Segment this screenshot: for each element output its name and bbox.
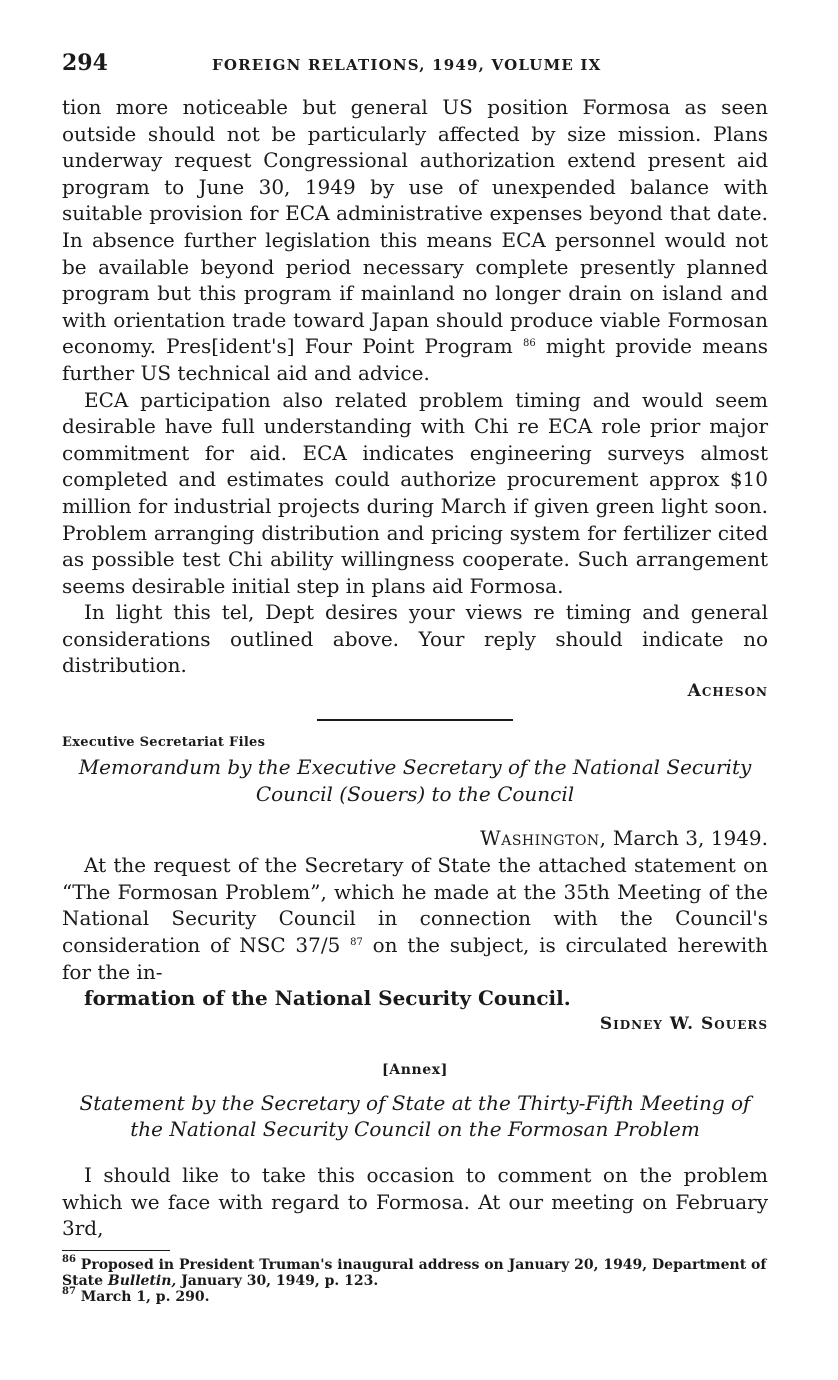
dateline-date: March 3, 1949.	[612, 826, 768, 851]
page-number: 294	[62, 50, 108, 76]
footnote-86-citation: January 30, 1949, p. 123.	[181, 1272, 379, 1289]
footnote-87-marker: 87	[62, 1285, 76, 1297]
telegram-paragraph-1-text: tion more noticeable but general US position Formosa as seen outside should not be particularly affected by size mission. Plans underway request Congressional authorization extend present aid program to June 30, 1949 by use of unexpended balance with suitable provision for ECA administrative expenses beyond that date. In absence further legislation this means ECA personnel would not be available beyond period necessary complete presently planned program but this program if mainland no longer drain on island and with orientation trade toward Japan should produce viable Formosan economy. Pres[ident's] Four Point Program	[62, 95, 768, 359]
memo-title	[62, 754, 768, 807]
telegram-paragraph-1-continuation: might provide means further US technical aid and advice.	[62, 334, 769, 385]
memo-title-line-2: Council (Souers) to the Council	[255, 781, 575, 806]
annex-title	[62, 1090, 768, 1143]
signature-acheson: Acheson	[687, 681, 768, 702]
footnote-86-bulletin: Bulletin,	[107, 1272, 177, 1289]
memo-paragraph-continuation: on the subject, is circulated herewith for the in-	[62, 933, 769, 984]
memo-paragraph-end: formation of the National Security Council.	[84, 986, 571, 1011]
telegram-paragraph-1	[62, 94, 768, 387]
footnote-ref-86: 86	[522, 338, 536, 350]
footnote-86-marker: 86	[62, 1253, 76, 1265]
document-page	[62, 50, 768, 1305]
footnote-86	[62, 1253, 768, 1289]
memo-paragraph	[62, 852, 768, 1012]
annex-label: [Annex]	[382, 1061, 448, 1078]
annex-paragraph: I should like to take this occasion to comment on the problem which we face with regard to Formosa. At our meeting on February 3rd,	[62, 1163, 768, 1241]
page-header	[62, 50, 768, 84]
footnote-86-text: Proposed in President Truman's inaugural address on January 20, 1949, Department of State	[62, 1256, 767, 1289]
footnotes	[62, 1253, 768, 1305]
section-divider	[317, 719, 513, 721]
footnote-ref-87: 87	[350, 937, 363, 949]
footnote-87-text: March 1, p. 290.	[80, 1288, 210, 1305]
annex-title-line-1: Statement by the Secretary of State at the Thirty-Fifth Meeting of	[79, 1090, 751, 1115]
footnote-divider	[62, 1250, 170, 1251]
memo-title-line-1: Memorandum by the Executive Secretary of the National Security	[78, 755, 752, 780]
annex-title-line-2: the National Security Council on the Formosan Problem	[130, 1117, 700, 1142]
telegram-paragraph-2: ECA participation also related problem timing and would seem desirable have full understanding with Chi re ECA role prior major commitment for aid. ECA indicates engineering surveys almost completed and estimates could authorize procurement approx $10 million for industrial projects during March if given green light soon. Problem arranging distribution and pricing system for fertilizer cited as possible test Chi ability willingness cooperate. Such arrangement seems desirable initial step in plans aid Formosa.	[62, 387, 768, 598]
telegram-paragraph-3: In light this tel, Dept desires your views re timing and general considerations outlined above. Your reply should indicate no distribution.	[62, 600, 768, 678]
footnote-87	[62, 1285, 768, 1305]
dateline	[62, 826, 768, 850]
memo-paragraph-text: At the request of the Secretary of State the attached statement on “The Formosan Problem”, which he made at the 35th Meeting of the National Security Council in connection with the Council's consideration of NSC 37/5	[62, 853, 768, 958]
running-title: FOREIGN RELATIONS, 1949, VOLUME IX	[212, 56, 602, 74]
signature-souers: Sidney W. Souers	[599, 1013, 768, 1034]
dateline-place: Washington,	[480, 826, 607, 851]
source-note: Executive Secretariat Files	[62, 735, 266, 751]
